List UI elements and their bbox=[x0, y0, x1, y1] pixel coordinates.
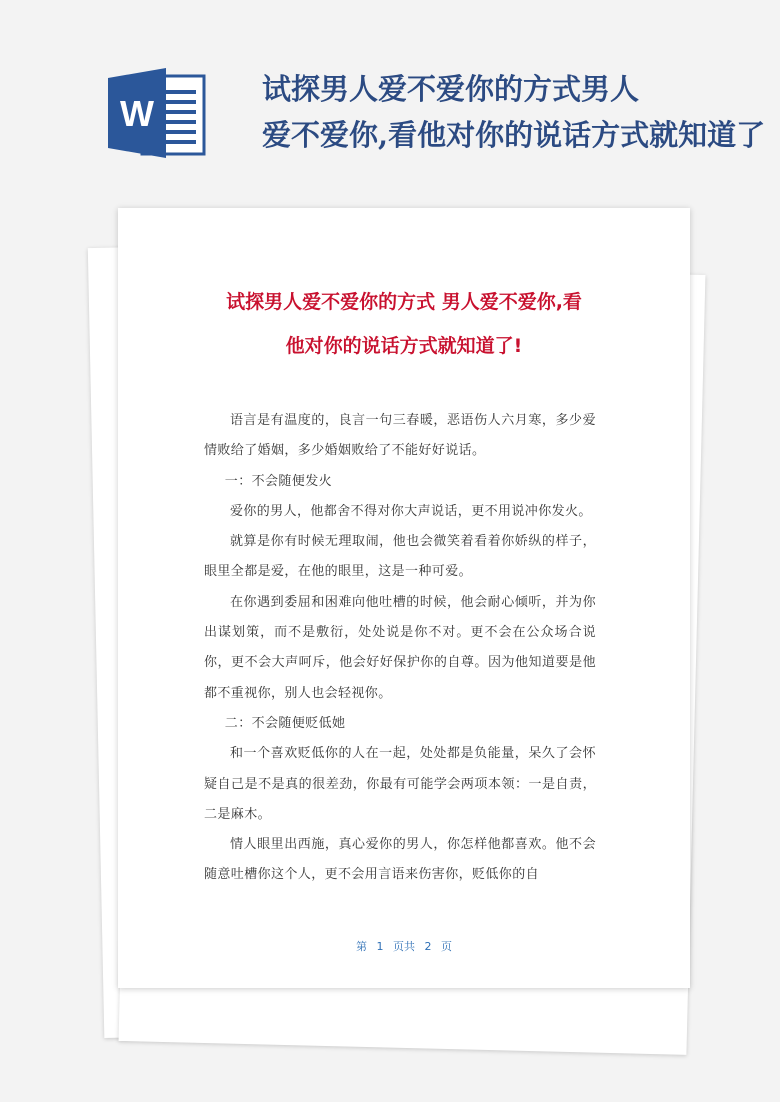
document-body bbox=[204, 406, 596, 891]
section-heading-1: 一：不会随便发火 bbox=[224, 473, 332, 489]
document-title-line-1: 试探男人爱不爱你的方式 男人爱不爱你,看 bbox=[226, 291, 582, 313]
body-paragraph: 在你遇到委屈和困难向他吐槽的时候，他会耐心倾听，并为你出谋划策，而不是敷衍，处处说是你不对。更不会在公众场合说你，更不会大声呵斥，他会好好保护你的自尊。因为他知道要是他都不重视你，别人也会轻视你。 bbox=[204, 594, 596, 701]
page-title-line-1: 试探男人爱不爱你的方式男人 bbox=[262, 72, 640, 106]
word-icon-letter: W bbox=[120, 93, 154, 134]
page-number-footer: 第 1 页共 2 页 bbox=[356, 940, 452, 953]
document-title bbox=[158, 280, 650, 368]
body-paragraph: 和一个喜欢贬低你的人在一起，处处都是负能量，呆久了会怀疑自己是不是真的很差劲，你最有可能学会两项本领：一是自责，二是麻木。 bbox=[204, 746, 596, 822]
body-paragraph: 语言是有温度的，良言一句三春暖，恶语伤人六月寒，多少爱情败给了婚姻，多少婚姻败给了不能好好说话。 bbox=[204, 413, 596, 459]
word-document-icon bbox=[108, 68, 208, 158]
body-paragraph: 就算是你有时候无理取闹，他也会微笑着看着你娇纵的样子，眼里全都是爱，在他的眼里，这是一种可爱。 bbox=[204, 534, 596, 580]
body-paragraph: 情人眼里出西施，真心爱你的男人，你怎样他都喜欢。他不会随意吐槽你这个人，更不会用言语来伤害你，贬低你的自 bbox=[204, 837, 596, 883]
body-paragraph: 爱你的男人，他都舍不得对你大声说话，更不用说冲你发火。 bbox=[230, 503, 592, 519]
page-title bbox=[262, 66, 780, 158]
document-title-line-2: 他对你的说话方式就知道了! bbox=[285, 335, 523, 357]
document-page-preview bbox=[118, 208, 690, 988]
page-title-line-2: 爱不爱你,看他对你的说话方式就知道了 bbox=[262, 118, 766, 152]
section-heading-2: 二：不会随便贬低她 bbox=[224, 715, 346, 731]
